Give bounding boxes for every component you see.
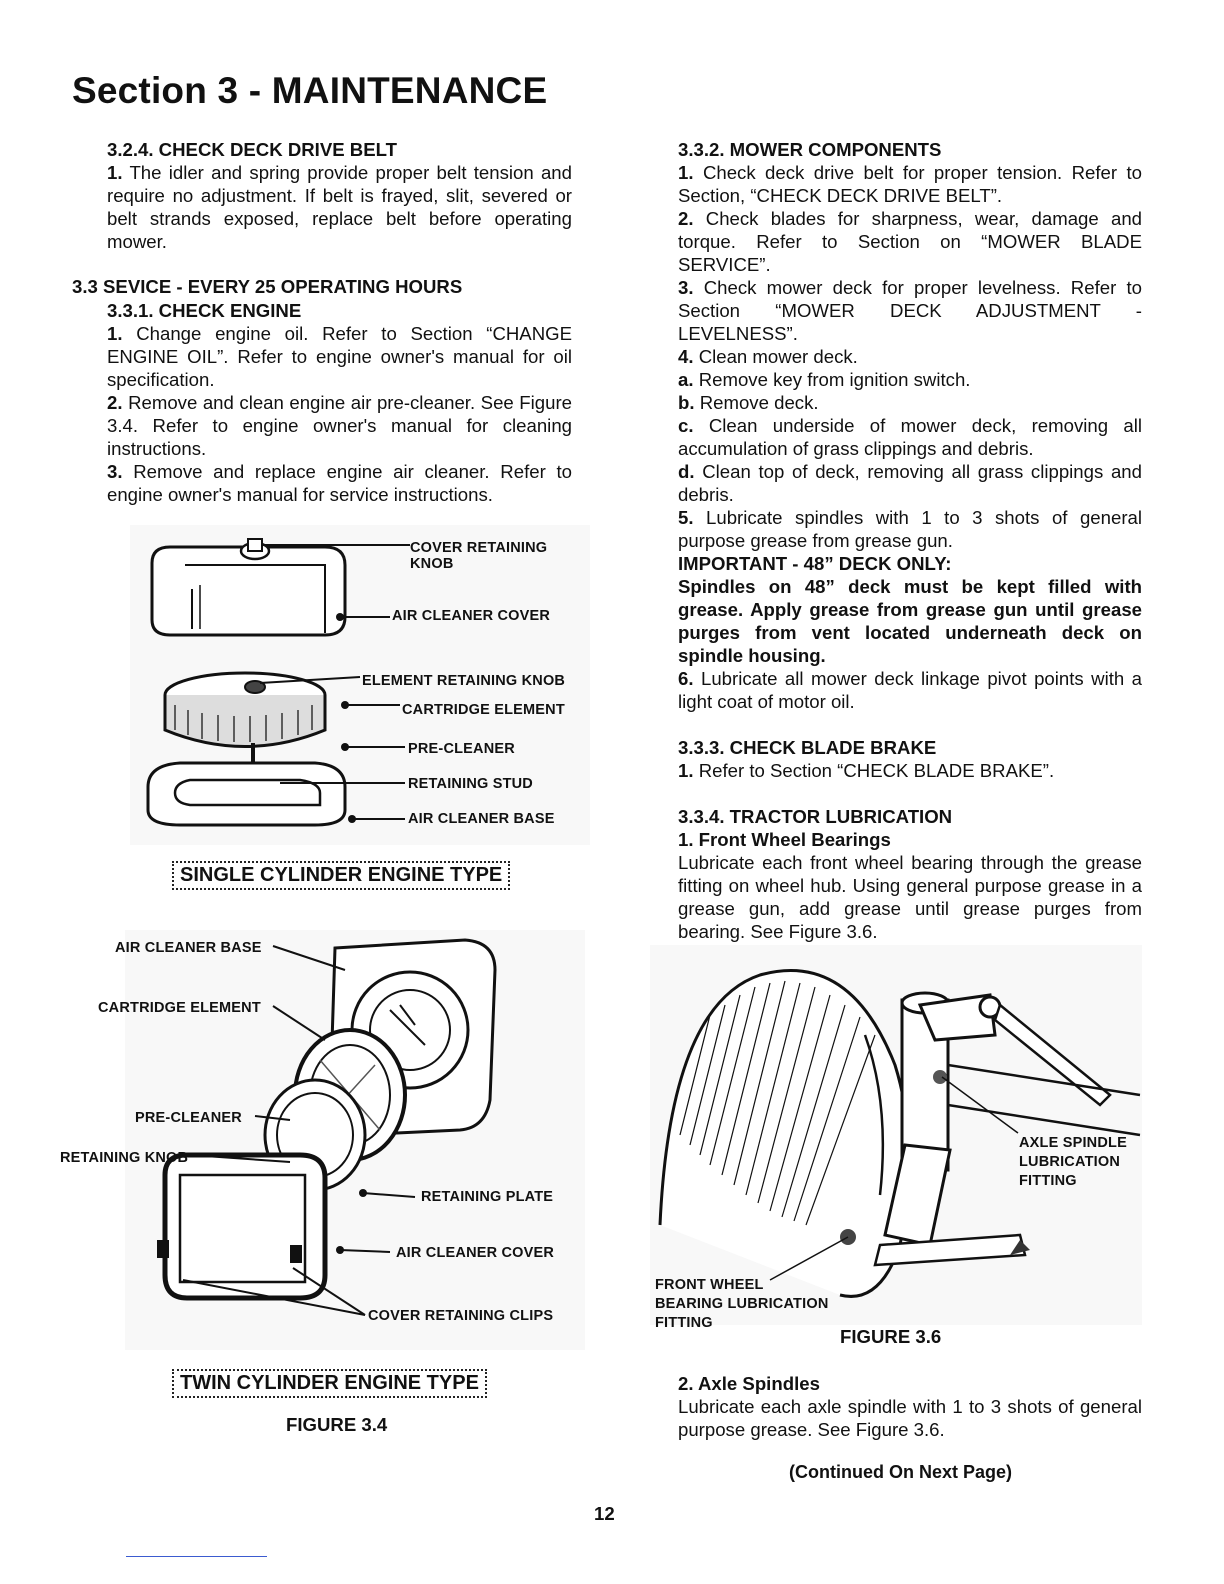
item-number: 6. xyxy=(678,668,694,689)
item-text: Change engine oil. Refer to Section “CHANGE ENGINE OIL”. Refer to engine owner's manual for oil specification. xyxy=(107,323,572,390)
label-twin-pre-cleaner: PRE-CLEANER xyxy=(135,1110,242,1126)
item-text: Clean mower deck. xyxy=(698,346,858,367)
label-front-wheel-bearing-fitting: FRONT WHEEL BEARING LUBRICATION FITTING xyxy=(655,1277,829,1331)
heading-check-engine: 3.3.1. CHECK ENGINE xyxy=(107,300,302,321)
heading-check-deck-drive-belt: 3.2.4. CHECK DECK DRIVE BELT xyxy=(107,139,397,160)
list-item xyxy=(107,460,572,506)
section-3-2-4 xyxy=(107,138,572,253)
list-item xyxy=(678,759,1142,782)
page-title: Section 3 - MAINTENANCE xyxy=(72,70,548,111)
heading-mower-components: 3.3.2. MOWER COMPONENTS xyxy=(678,139,942,160)
item-text: Remove key from ignition switch. xyxy=(698,369,971,390)
item-number: 1. xyxy=(107,323,123,344)
paragraph-text: The idler and spring provide proper belt tension and require no adjustment. If belt is frayed, slit, severed or belt strands exposed, replace belt before operating mower. xyxy=(107,162,572,252)
item-text: Lubricate all mower deck linkage pivot points with a light coat of motor oil. xyxy=(678,668,1142,712)
list-item xyxy=(678,368,1142,391)
label-twin-retaining-knob: RETAINING KNOB xyxy=(60,1150,189,1166)
list-item xyxy=(107,391,572,460)
item-text: Lubricate spindles with 1 to 3 shots of general purpose grease from grease gun. xyxy=(678,507,1142,551)
list-item xyxy=(678,391,1142,414)
list-item xyxy=(678,207,1142,276)
label-retaining-stud: RETAINING STUD xyxy=(408,776,533,792)
important-body: Spindles on 48” deck must be kept filled with grease. Apply grease from grease gun until grease purges from vent located underneath deck on spindle housing. xyxy=(678,576,1142,666)
item-number: 4. xyxy=(678,346,694,367)
figure-3-4-caption: FIGURE 3.4 xyxy=(286,1414,388,1435)
item-text: Remove deck. xyxy=(699,392,819,413)
paragraph-front-wheel-bearings: Lubricate each front wheel bearing through the grease fitting on wheel hub. Using general purpose grease in a grease gun, add grease until grease purges from bearing. See Figure 3.6. xyxy=(678,852,1142,942)
item-number: 1. xyxy=(107,162,123,183)
label-air-cleaner-base: AIR CLEANER BASE xyxy=(408,811,555,827)
footer-divider xyxy=(126,1556,267,1557)
list-item xyxy=(678,414,1142,460)
list-item xyxy=(678,506,1142,552)
label-twin-retaining-plate: RETAINING PLATE xyxy=(421,1189,554,1205)
item-number: 1. xyxy=(678,760,694,781)
label-cartridge-element: CARTRIDGE ELEMENT xyxy=(402,702,565,718)
item-text: Remove and clean engine air pre-cleaner. See Figure 3.4. Refer to engine owner's manual for cleaning instructions. xyxy=(107,392,572,459)
continued-next-page: (Continued On Next Page) xyxy=(789,1462,1013,1482)
figure-3-6-caption: FIGURE 3.6 xyxy=(840,1326,942,1347)
label-axle-spindle-lubrication-fitting: AXLE SPINDLE LUBRICATION FITTING xyxy=(1019,1135,1127,1189)
paragraph-belt xyxy=(107,161,572,253)
heading-check-blade-brake: 3.3.3. CHECK BLADE BRAKE xyxy=(678,737,937,758)
label-cover-retaining-knob: COVER RETAINING KNOB xyxy=(410,540,548,572)
single-cylinder-engine-type-label: SINGLE CYLINDER ENGINE TYPE xyxy=(172,861,510,890)
heading-axle-spindles: 2. Axle Spindles xyxy=(678,1373,820,1394)
important-heading: IMPORTANT - 48” DECK ONLY: xyxy=(678,553,952,574)
heading-front-wheel-bearings: 1. Front Wheel Bearings xyxy=(678,829,891,850)
heading-service-25-hours: 3.3 SEVICE - EVERY 25 OPERATING HOURS xyxy=(72,276,463,297)
item-number: 3. xyxy=(678,277,694,298)
label-twin-cover-retaining-clips: COVER RETAINING CLIPS xyxy=(368,1308,554,1324)
item-text: Refer to Section “CHECK BLADE BRAKE”. xyxy=(698,760,1055,781)
paragraph-axle-spindles: Lubricate each axle spindle with 1 to 3 shots of general purpose grease. See Figure 3.6. xyxy=(678,1396,1142,1440)
twin-cylinder-air-cleaner-drawing xyxy=(125,930,585,1350)
item-number: a. xyxy=(678,369,694,390)
list-item xyxy=(107,322,572,391)
item-number: 3. xyxy=(107,461,123,482)
section-3-3-2 xyxy=(678,138,1142,943)
item-number: 2. xyxy=(678,208,694,229)
list-item xyxy=(678,667,1142,713)
twin-cylinder-engine-type-label: TWIN CYLINDER ENGINE TYPE xyxy=(172,1369,487,1398)
item-number: 5. xyxy=(678,507,694,528)
item-number: c. xyxy=(678,415,694,436)
label-twin-cartridge-element: CARTRIDGE ELEMENT xyxy=(98,1000,261,1016)
section-axle-spindles xyxy=(678,1372,1142,1441)
item-text: Check deck drive belt for proper tension. Refer to Section, “CHECK DECK DRIVE BELT”. xyxy=(678,162,1142,206)
item-number: b. xyxy=(678,392,695,413)
label-twin-air-cleaner-base: AIR CLEANER BASE xyxy=(115,940,262,956)
item-text: Check mower deck for proper levelness. Refer to Section “MOWER DECK ADJUSTMENT - LEVELNESS”. xyxy=(678,277,1142,344)
item-text: Check blades for sharpness, wear, damage and torque. Refer to Section on “MOWER BLADE SERVICE”. xyxy=(678,208,1142,275)
label-element-retaining-knob: ELEMENT RETAINING KNOB xyxy=(362,673,566,689)
list-item xyxy=(678,276,1142,345)
list-item xyxy=(678,345,1142,368)
label-air-cleaner-cover: AIR CLEANER COVER xyxy=(392,608,551,624)
item-number: 2. xyxy=(107,392,123,413)
section-3-3-1 xyxy=(107,299,572,506)
item-number: d. xyxy=(678,461,695,482)
label-pre-cleaner: PRE-CLEANER xyxy=(408,741,515,757)
heading-tractor-lubrication: 3.3.4. TRACTOR LUBRICATION xyxy=(678,806,953,827)
page-number: 12 xyxy=(594,1503,615,1524)
label-twin-air-cleaner-cover: AIR CLEANER COVER xyxy=(396,1245,555,1261)
item-number: 1. xyxy=(678,162,694,183)
item-text: Clean underside of mower deck, removing all accumulation of grass clippings and debris. xyxy=(678,415,1143,459)
item-text: Remove and replace engine air cleaner. Refer to engine owner's manual for service instructions. xyxy=(107,461,572,505)
item-text: Clean top of deck, removing all grass clippings and debris. xyxy=(678,461,1142,505)
list-item xyxy=(678,161,1142,207)
list-item xyxy=(678,460,1142,506)
